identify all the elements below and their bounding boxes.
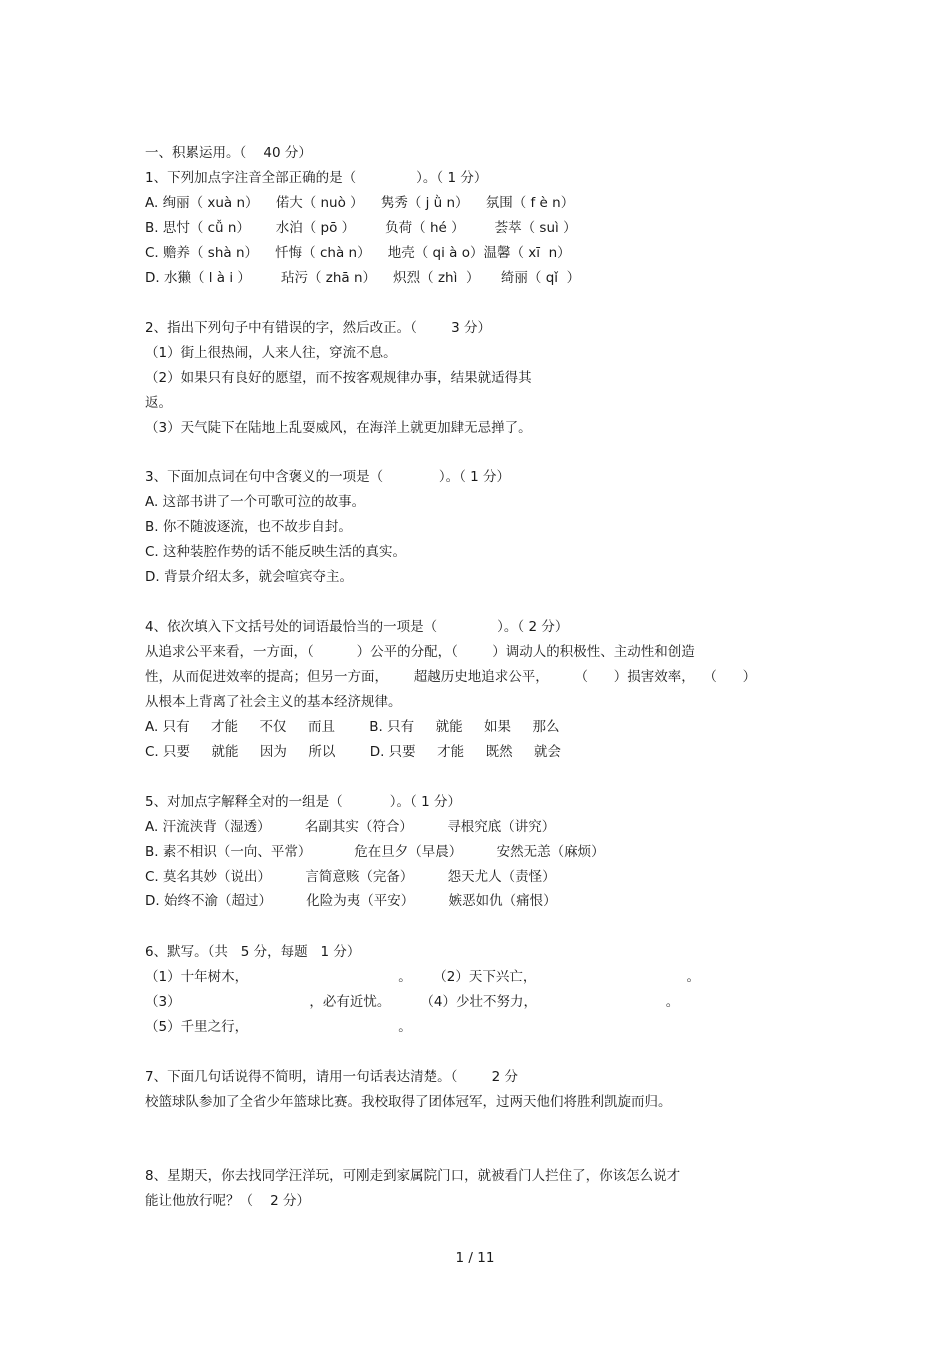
question-2-sentence-3: （3）天气陡下在陆地上乱耍威风，在海洋上就更加肆无忌掸了。 — [145, 420, 532, 436]
question-6-items-3-4: （3） ，必有近忧。 （4）少壮不努力， 。 — [145, 994, 680, 1010]
question-4-passage-line-3: 从根本上背离了社会主义的基本经济规律。 — [145, 694, 402, 710]
question-5-option-c: C. 莫名其妙（说出） 言简意赅（完备） 怨天尤人（责怪） — [145, 869, 556, 885]
question-8-stem-cont: 能让他放行呢？（ 2 分） — [145, 1193, 311, 1209]
question-1-option-b: B. 思忖（ cǚ n） 水泊（ pō ） 负荷（ hé ） 荟萃（ suì ） — [145, 220, 577, 236]
question-3-option-b: B. 你不随波逐流，也不故步自封。 — [145, 519, 352, 535]
question-4-stem: 4、依次填入下文括号处的词语最恰当的一项是（ ）。（ 2 分） — [145, 619, 569, 635]
question-2-sentence-1: （1）街上很热闹，人来人往，穿流不息。 — [145, 345, 397, 361]
question-2-stem: 2、指出下列句子中有错误的字，然后改正。（ 3 分） — [145, 320, 492, 336]
question-5-option-a: A. 汗流浃背（湿透） 名副其实（符合） 寻根究底（讲究） — [145, 819, 556, 835]
question-5-option-d: D. 始终不渝（超过） 化险为夷（平安） 嫉恶如仇（痛恨） — [145, 893, 557, 909]
page-number: 1 / 11 — [455, 1250, 495, 1266]
question-6-item-5: （5）千里之行， 。 — [145, 1019, 412, 1035]
question-3-option-c: C. 这种装腔作势的话不能反映生活的真实。 — [145, 544, 407, 560]
question-1-option-c: C. 赡养（ shà n） 忏悔（ chà n） 地壳（ qi à o）温馨（ xī n） — [145, 245, 571, 261]
question-4-options-cd: C. 只要 就能 因为 所以 D. 只要 才能 既然 就会 — [145, 744, 562, 760]
question-3-option-d: D. 背景介绍太多，就会喧宾夺主。 — [145, 569, 353, 585]
question-4-passage-line-1: 从追求公平来看，一方面，（ ）公平的分配，（ ）调动人的积极性、主动性和创造 — [145, 644, 695, 660]
question-6-items-1-2: （1）十年树木， 。 （2）天下兴亡， 。 — [145, 969, 701, 985]
question-5-stem: 5、对加点字解释全对的一组是（ ）。（ 1 分） — [145, 794, 461, 810]
question-1-option-a: A. 绚丽（ xuà n） 偌大（ nuò ） 隽秀（ j ǜ n） 氛围（ f è n） — [145, 195, 575, 211]
question-7-stem: 7、下面几句话说得不简明，请用一句话表达清楚。（ 2 分 — [145, 1069, 519, 1085]
question-1-option-d: D. 水獭（ l à i ） 玷污（ zhā n） 炽烈（ zhì ） 绮丽（ qǐ ） — [145, 270, 581, 286]
question-4-passage-line-2: 性，从而促进效率的提高；但另一方面， 超越历史地追求公平， （ ）损害效率， （ ） — [145, 669, 757, 685]
section-heading: 一、积累运用。（ 40 分） — [145, 145, 312, 161]
question-2-sentence-2: （2）如果只有良好的愿望，而不按客观规律办事，结果就适得其 — [145, 370, 532, 386]
question-3-option-a: A. 这部书讲了一个可歌可泣的故事。 — [145, 494, 366, 510]
question-4-options-ab: A. 只有 才能 不仅 而且 B. 只有 就能 如果 那么 — [145, 719, 560, 735]
question-7-passage: 校篮球队参加了全省少年篮球比赛。我校取得了团体冠军，过两天他们将胜利凯旋而归。 — [145, 1094, 672, 1110]
question-2-sentence-2-cont: 返。 — [145, 395, 172, 411]
question-1-stem: 1、下列加点字注音全部正确的是（ ）。（ 1 分） — [145, 170, 488, 186]
question-5-option-b: B. 素不相识（一向、平常） 危在旦夕（早晨） 安然无恙（麻烦） — [145, 844, 605, 860]
question-8-stem: 8、星期天，你去找同学汪洋玩，可刚走到家属院门口，就被看门人拦住了，你该怎么说才 — [145, 1168, 681, 1184]
question-3-stem: 3、下面加点词在句中含褒义的一项是（ ）。（ 1 分） — [145, 469, 511, 485]
question-6-stem: 6、默写。（共 5 分，每题 1 分） — [145, 944, 361, 960]
